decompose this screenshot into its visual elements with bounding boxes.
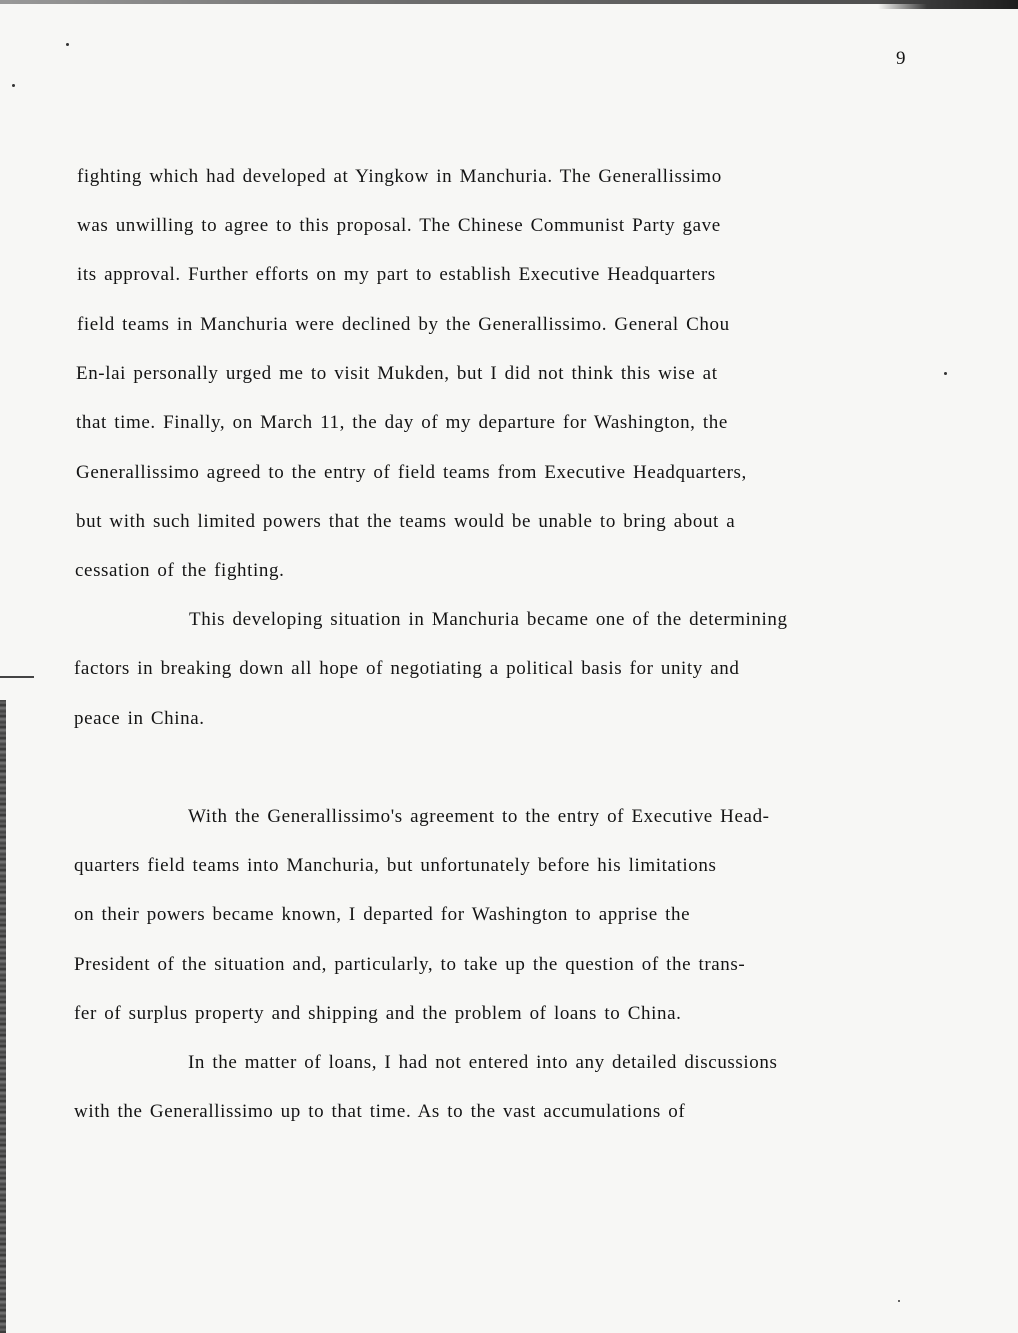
text-line: fer of surplus property and shipping and the problem of loans to China. <box>74 1003 682 1024</box>
scan-top-edge <box>0 0 1018 4</box>
text-line: but with such limited powers that the teams would be unable to bring about a <box>76 511 736 532</box>
scan-speck <box>66 43 69 46</box>
text-line: its approval. Further efforts on my part to establish Executive Headquarters <box>77 264 716 285</box>
text-line: factors in breaking down all hope of negotiating a political basis for unity and <box>74 658 740 679</box>
text-line: This developing situation in Manchuria became one of the determining <box>189 609 788 630</box>
scan-top-corner-shadow <box>878 0 1018 9</box>
scan-speck <box>944 372 947 375</box>
text-line: President of the situation and, particularly, to take up the question of the trans- <box>74 954 746 975</box>
text-line: was unwilling to agree to this proposal. The Chinese Communist Party gave <box>77 215 721 236</box>
scan-speck <box>12 84 15 87</box>
text-line: cessation of the fighting. <box>75 560 285 581</box>
text-line: In the matter of loans, I had not entered into any detailed discussions <box>188 1052 778 1073</box>
text-line: With the Generallissimo's agreement to the entry of Executive Head- <box>188 806 770 827</box>
text-line: with the Generallissimo up to that time. As to the vast accumulations of <box>74 1101 686 1122</box>
text-line: fighting which had developed at Yingkow in Manchuria. The Generallissimo <box>77 166 722 187</box>
text-line: quarters field teams into Manchuria, but unfortunately before his limitations <box>74 855 717 876</box>
text-line: peace in China. <box>74 708 205 729</box>
scan-left-edge <box>0 700 6 1333</box>
scan-left-mark <box>0 676 34 678</box>
scan-speck <box>898 1300 900 1302</box>
text-line: En-lai personally urged me to visit Mukden, but I did not think this wise at <box>76 363 718 384</box>
text-line: that time. Finally, on March 11, the day of my departure for Washington, the <box>76 412 728 433</box>
text-line: field teams in Manchuria were declined by the Generallissimo. General Chou <box>77 314 730 335</box>
text-line: Generallissimo agreed to the entry of field teams from Executive Headquarters, <box>76 462 747 483</box>
page-number: 9 <box>896 48 906 69</box>
text-line: on their powers became known, I departed for Washington to apprise the <box>74 904 691 925</box>
